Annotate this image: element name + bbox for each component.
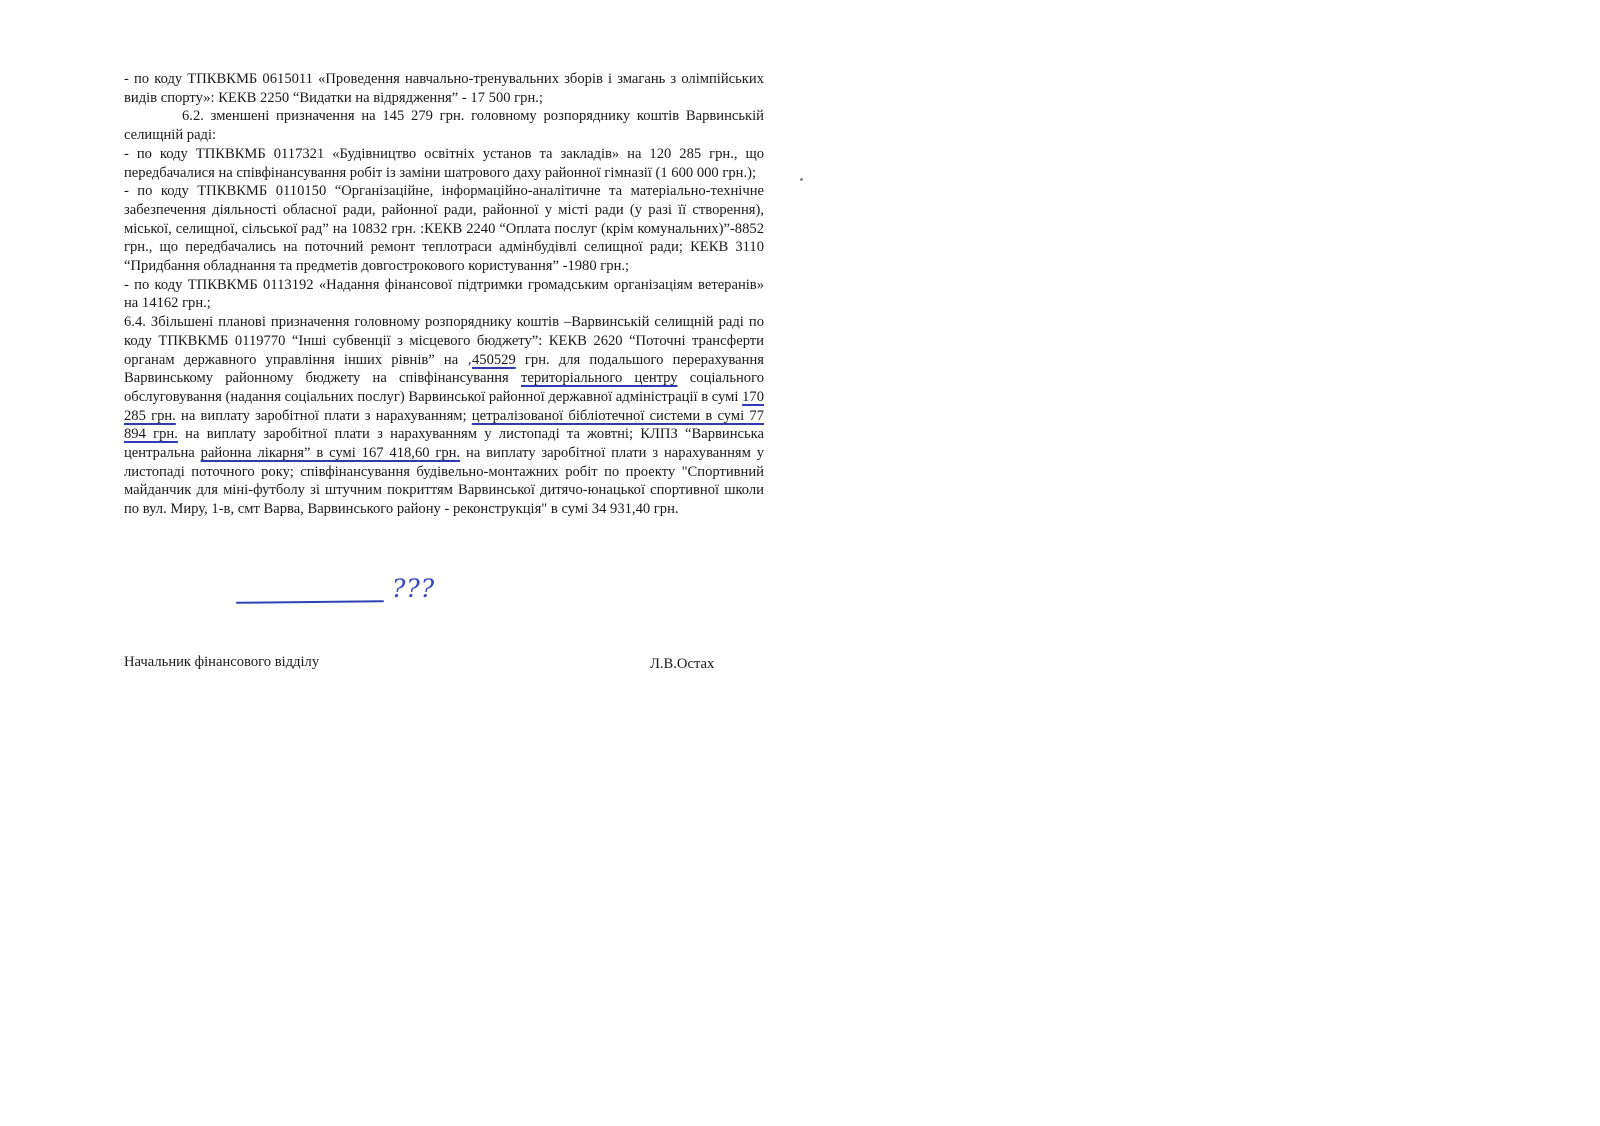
paragraph-6-2-decrease: 6.2. зменшені призначення на 145 279 грн. головному розпоряднику коштів Варвинській селищній раді: [124,108,764,144]
paragraph-6-4-increase [124,313,764,519]
paragraph-veterans-code: - по коду ТПКВКМБ 0113192 «Надання фінансової підтримки громадським організаціям ветеранів» на 14162 грн.; [124,276,764,312]
handwritten-underlined-library: цетралізованої бібліотечної системи в сумі 77 894 грн. [124,407,764,443]
text-segment: соціального обслуговування (надання соціальних послуг) Варвинської районної державної адміністрації в сумі [124,370,764,405]
text-segment: на виплату заробітної плати з нарахуванням у листопаді та жовтні; КЛПЗ “Варвинська центральна [124,426,765,462]
handwritten-underlined-hospital: районна лікарня” в сумі 167 418,60 грн. [200,445,461,462]
handwritten-underlined-territorial-center: територіального центру [520,370,678,387]
paragraph-admin-code: - по коду ТПКВКМБ 0110150 “Організаційне, інформаційно-аналітичне та матеріально-технічне забезпечення діяльності обласної ради, районної ради, районної у місті ради (у разі її створення), міської, селищної, сільської рад” на 10832 грн. :КЕКВ 2240 “Оплата послуг (крім комунальних)”-8852 грн., що передбачались на поточний ремонт теплотраси адмінбудівлі селищної ради; КЕКВ 3110 “Придбання обладнання та предметів довгострокового користування” -1980 грн.; [124,183,764,275]
handwritten-underlined-sum-1: 170 285 грн. [124,388,764,424]
document-body [124,70,764,519]
handwritten-question-marks: ??? [392,574,436,603]
text-segment: грн. для подальшого перерахування Варвинському районному бюджету на співфінансування [124,351,764,387]
paragraph-sport-code: - по коду ТПКВКМБ 0615011 «Проведення навчально-тренувальних зборів і змагань з олімпійських видів спорту»: КЕКВ 2250 “Видатки на відрядження” - 17 500 грн.; [124,71,764,106]
signature-name: Л.В.Остах [650,656,715,672]
scan-speck [800,178,803,181]
text-segment: на виплату заробітної плати з нарахуванням; [175,407,472,424]
text-segment: 6.4. Збільшені планові призначення головному розпоряднику коштів –Варвинській селищній раді по коду ТПКВКМБ 0119770 “Інші субвенції з місцевого бюджету”: КЕКВ 2620 “Поточні трансферти органам державного управління інших рівнів” на [124,314,764,368]
handwritten-comma-mark: , [467,350,472,368]
handwritten-underlined-amount: 450529 [471,351,516,368]
text-segment: на виплату заробітної плати з нарахуванням у листопаді поточного року; співфінансування будівельно-монтажних робіт по проекту "Спортивний майданчик для міні-футболу зі штучним покриттям Варвинської дитячо-юнацької спортивної школи по вул. Миру, 1-в, смт Варва, Варвинського району - реконструкція" в сумі 34 931,40 грн. [124,445,764,518]
paragraph-education-code: - по коду ТПКВКМБ 0117321 «Будівництво освітніх установ та закладів» на 120 285 грн., що передбачалися на співфінансування робіт із заміни шатрового даху районної гімназії (1 600 000 грн.); [124,145,764,181]
signature-position-title: Начальник фінансового відділу [124,654,320,670]
handwritten-underline-stroke [236,600,384,604]
